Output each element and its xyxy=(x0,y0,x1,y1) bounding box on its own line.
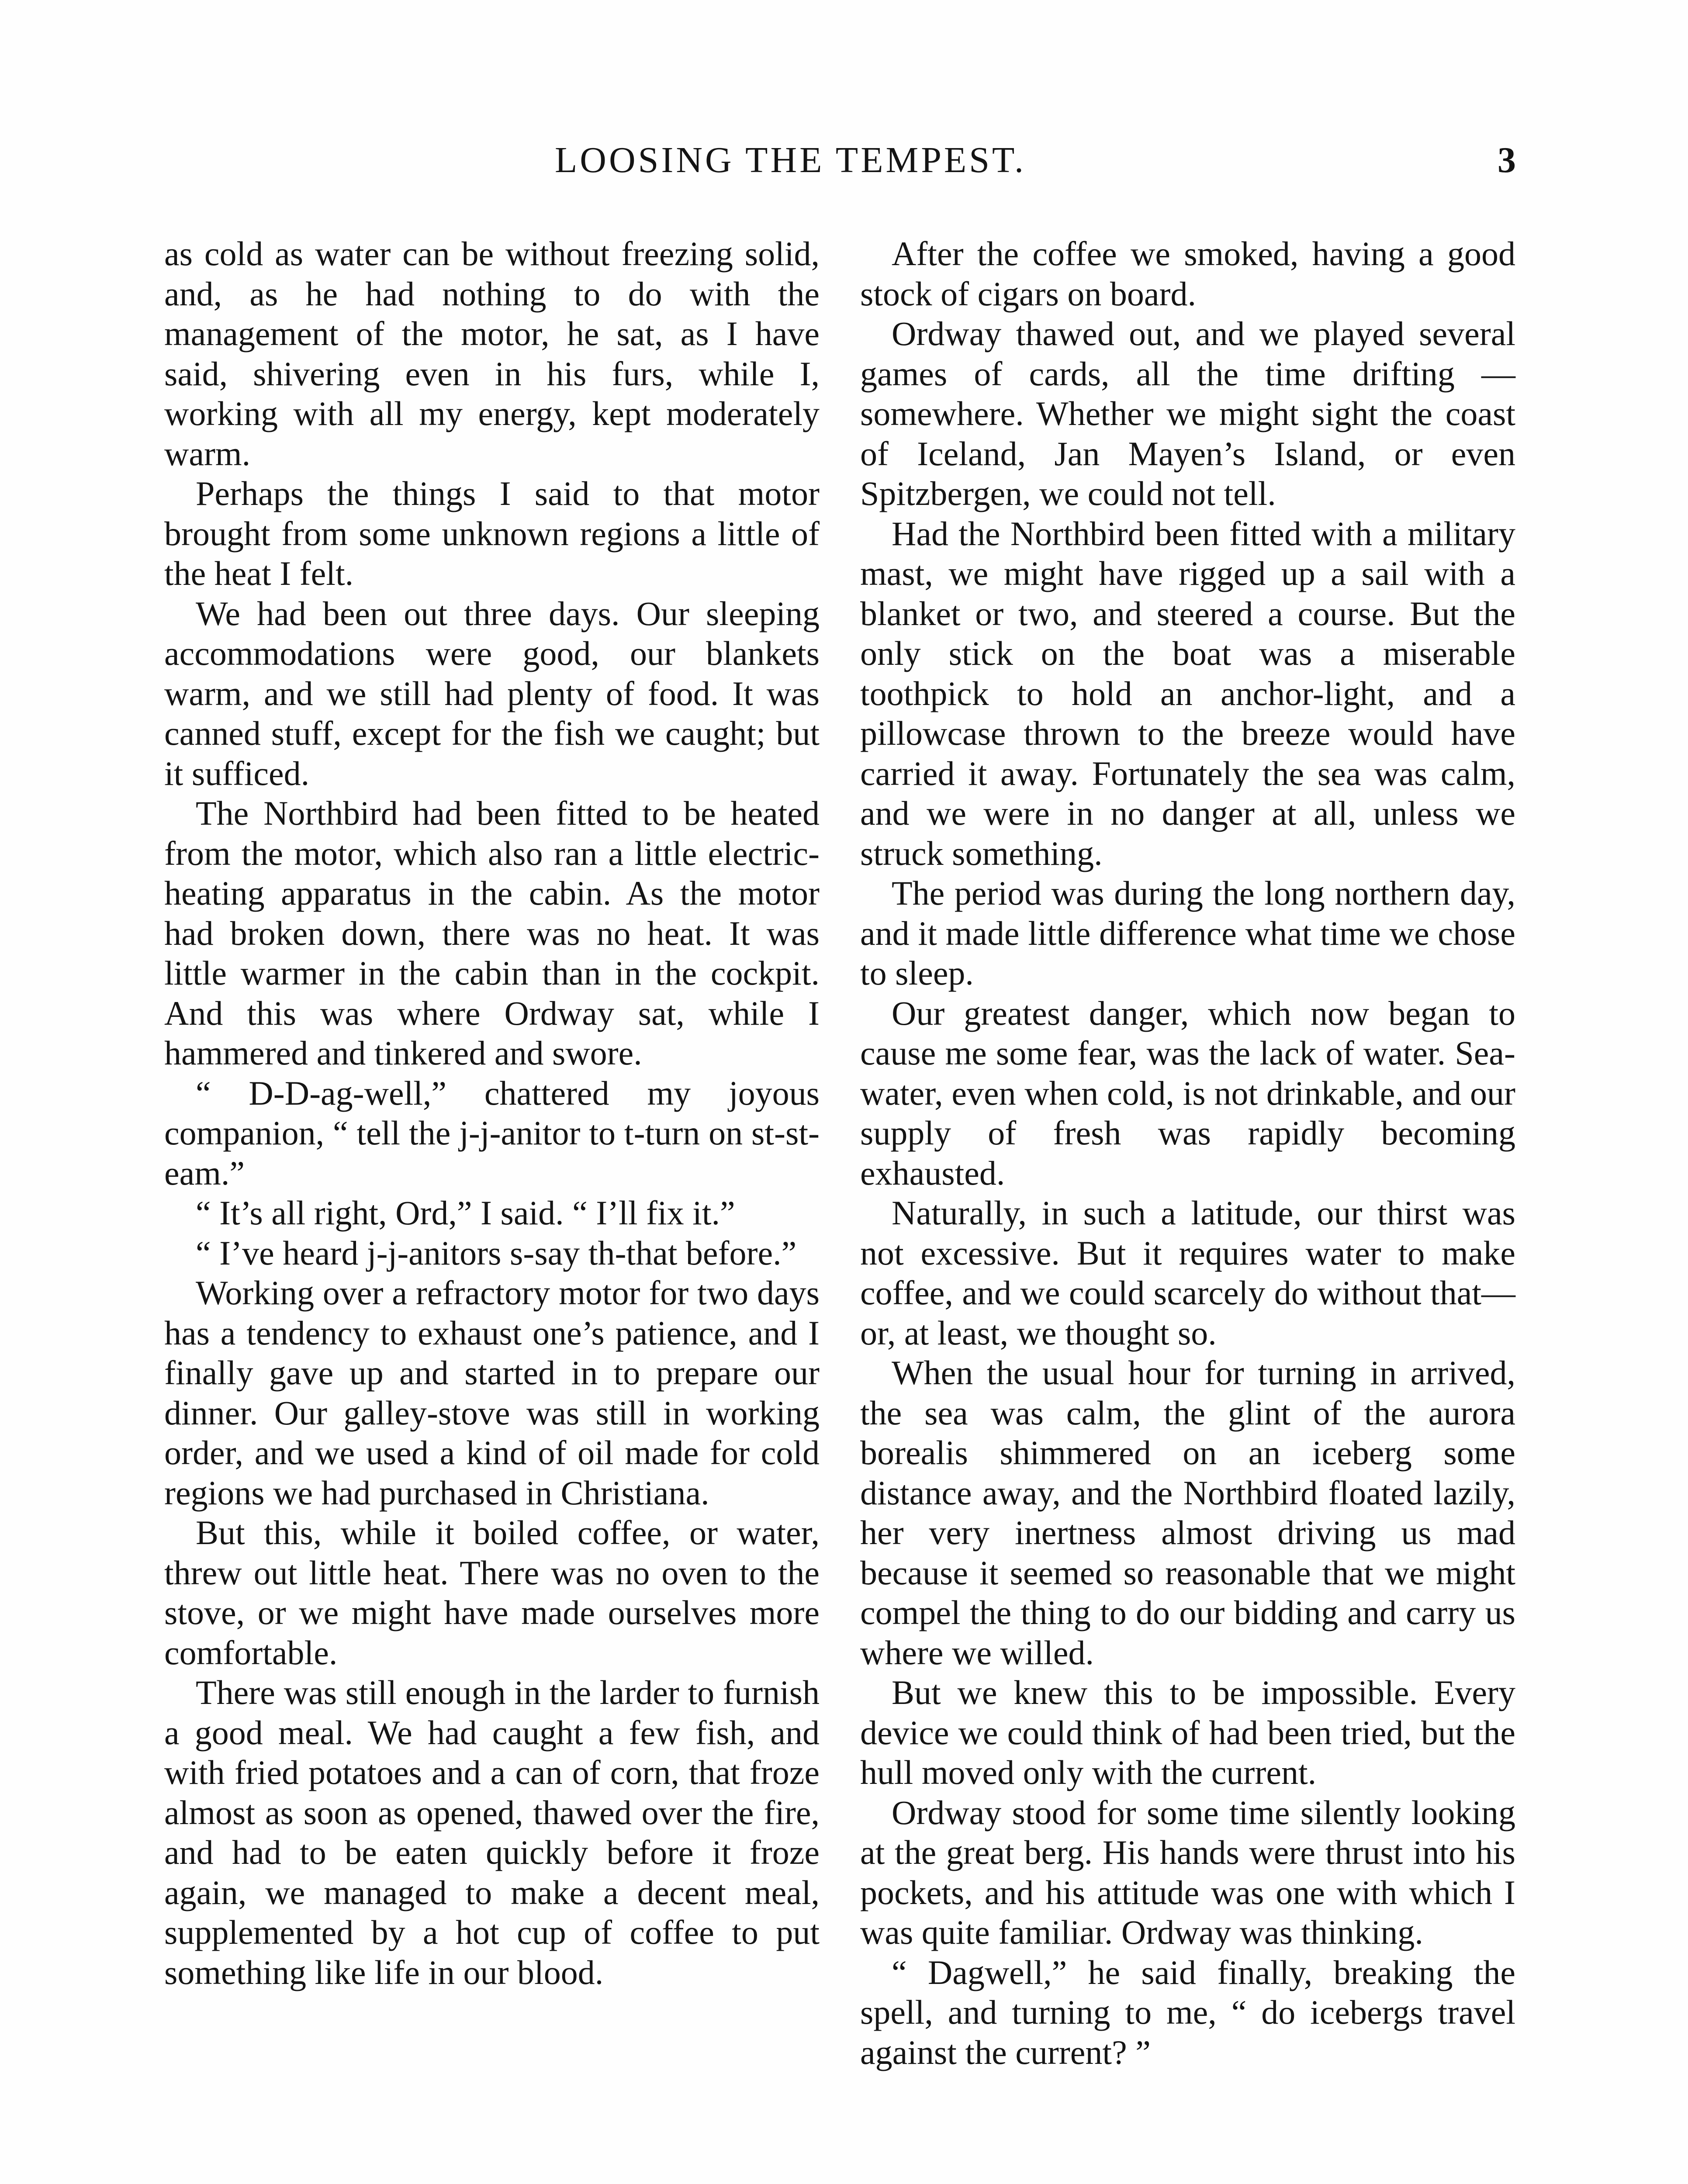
paragraph: There was still enough in the larder to furnish a good meal. We had caught a few fish, and with fried potatoes and a can of corn, that froze almost as soon as opened, thawed over the fire, and had to be eaten quickly before it froze again, we managed to make a decent meal, supplemented by a hot cup of coffee to put something like life in our blood. xyxy=(164,1673,820,1991)
paragraph: “ It’s all right, Ord,” I said. “ I’ll fix it.” xyxy=(196,1194,735,1232)
left-column xyxy=(164,234,820,1992)
running-head: LOOSING THE TEMPEST. xyxy=(555,140,1027,180)
right-column xyxy=(860,234,1515,2072)
paragraph: Naturally, in such a latitude, our thirst was not excessive. But it requires water to make coffee, and we could scarcely do without that—or, at least, we thought so. xyxy=(860,1194,1515,1352)
paragraph: But we knew this to be impossible. Every device we could think of had been tried, but the hull moved only with the current. xyxy=(860,1673,1515,1791)
paragraph: Had the Northbird been fitted with a military mast, we might have rigged up a sail with a blanket or two, and steered a course. But the only stick on the boat was a miserable toothpick to hold an anchor-light, and a pillowcase thrown to the breeze would have carried it away. Fortunately the sea was calm, and we were in no danger at all, unless we struck something. xyxy=(860,514,1515,872)
paragraph: as cold as water can be without freezing solid, and, as he had nothing to do with the management of the motor, he sat, as I have said, shivering even in his furs, while I, working with all my energy, kept moderately warm. xyxy=(164,235,820,473)
paragraph: Ordway stood for some time silently looking at the great berg. His hands were thrust into his pockets, and his attitude was one with which I was quite familiar. Ordway was thinking. xyxy=(860,1793,1515,1951)
page-header xyxy=(162,139,1516,191)
page-number: 3 xyxy=(1498,140,1516,180)
paragraph: “ D-D-ag-well,” chattered my joyous companion, “ tell the j-j-anitor to t-turn on st-st-eam.” xyxy=(164,1074,820,1192)
paragraph: Our greatest danger, which now began to cause me some fear, was the lack of water. Sea-water, even when cold, is not drinkable, and our supply of fresh was rapidly becoming exhausted. xyxy=(860,994,1515,1192)
paragraph: After the coffee we smoked, having a good stock of cigars on board. xyxy=(860,235,1515,313)
paragraph: When the usual hour for turning in arrived, the sea was calm, the glint of the aurora borealis shimmered on an iceberg some distance away, and the Northbird floated lazily, her very inertness almost driving us mad because it seemed so reasonable that we might compel the thing to do our bidding and carry us where we willed. xyxy=(860,1354,1515,1672)
paragraph: Ordway thawed out, and we played several games of cards, all the time drifting — somewhere. Whether we might sight the coast of Iceland, Jan Mayen’s Island, or even Spitzbergen, we could not tell. xyxy=(860,314,1515,512)
paragraph: “ I’ve heard j-j-anitors s-say th-that before.” xyxy=(196,1234,797,1272)
paragraph: We had been out three days. Our sleeping accommodations were good, our blankets warm, and we still had plenty of food. It was canned stuff, except for the fish we caught; but it sufficed. xyxy=(164,594,820,792)
paragraph: The Northbird had been fitted to be heated from the motor, which also ran a little electric-heating apparatus in the cabin. As the motor had broken down, there was no heat. It was little warmer in the cabin than in the cockpit. And this was where Ordway sat, while I hammered and tinkered and swore. xyxy=(164,794,820,1072)
paragraph: Working over a refractory motor for two days has a tendency to exhaust one’s patience, and I finally gave up and started in to prepare our dinner. Our galley-stove was still in working order, and we used a kind of oil made for cold regions we had purchased in Christiana. xyxy=(164,1274,820,1512)
paragraph: Perhaps the things I said to that motor brought from some unknown regions a little of the heat I felt. xyxy=(164,474,820,592)
paragraph: But this, while it boiled coffee, or water, threw out little heat. There was no oven to the stove, or we might have made ourselves more comfortable. xyxy=(164,1514,820,1672)
paragraph: The period was during the long northern day, and it made little difference what time we chose to sleep. xyxy=(860,874,1515,992)
paragraph: “ Dagwell,” he said finally, breaking the spell, and turning to me, “ do icebergs travel against the current? ” xyxy=(860,1953,1515,2071)
